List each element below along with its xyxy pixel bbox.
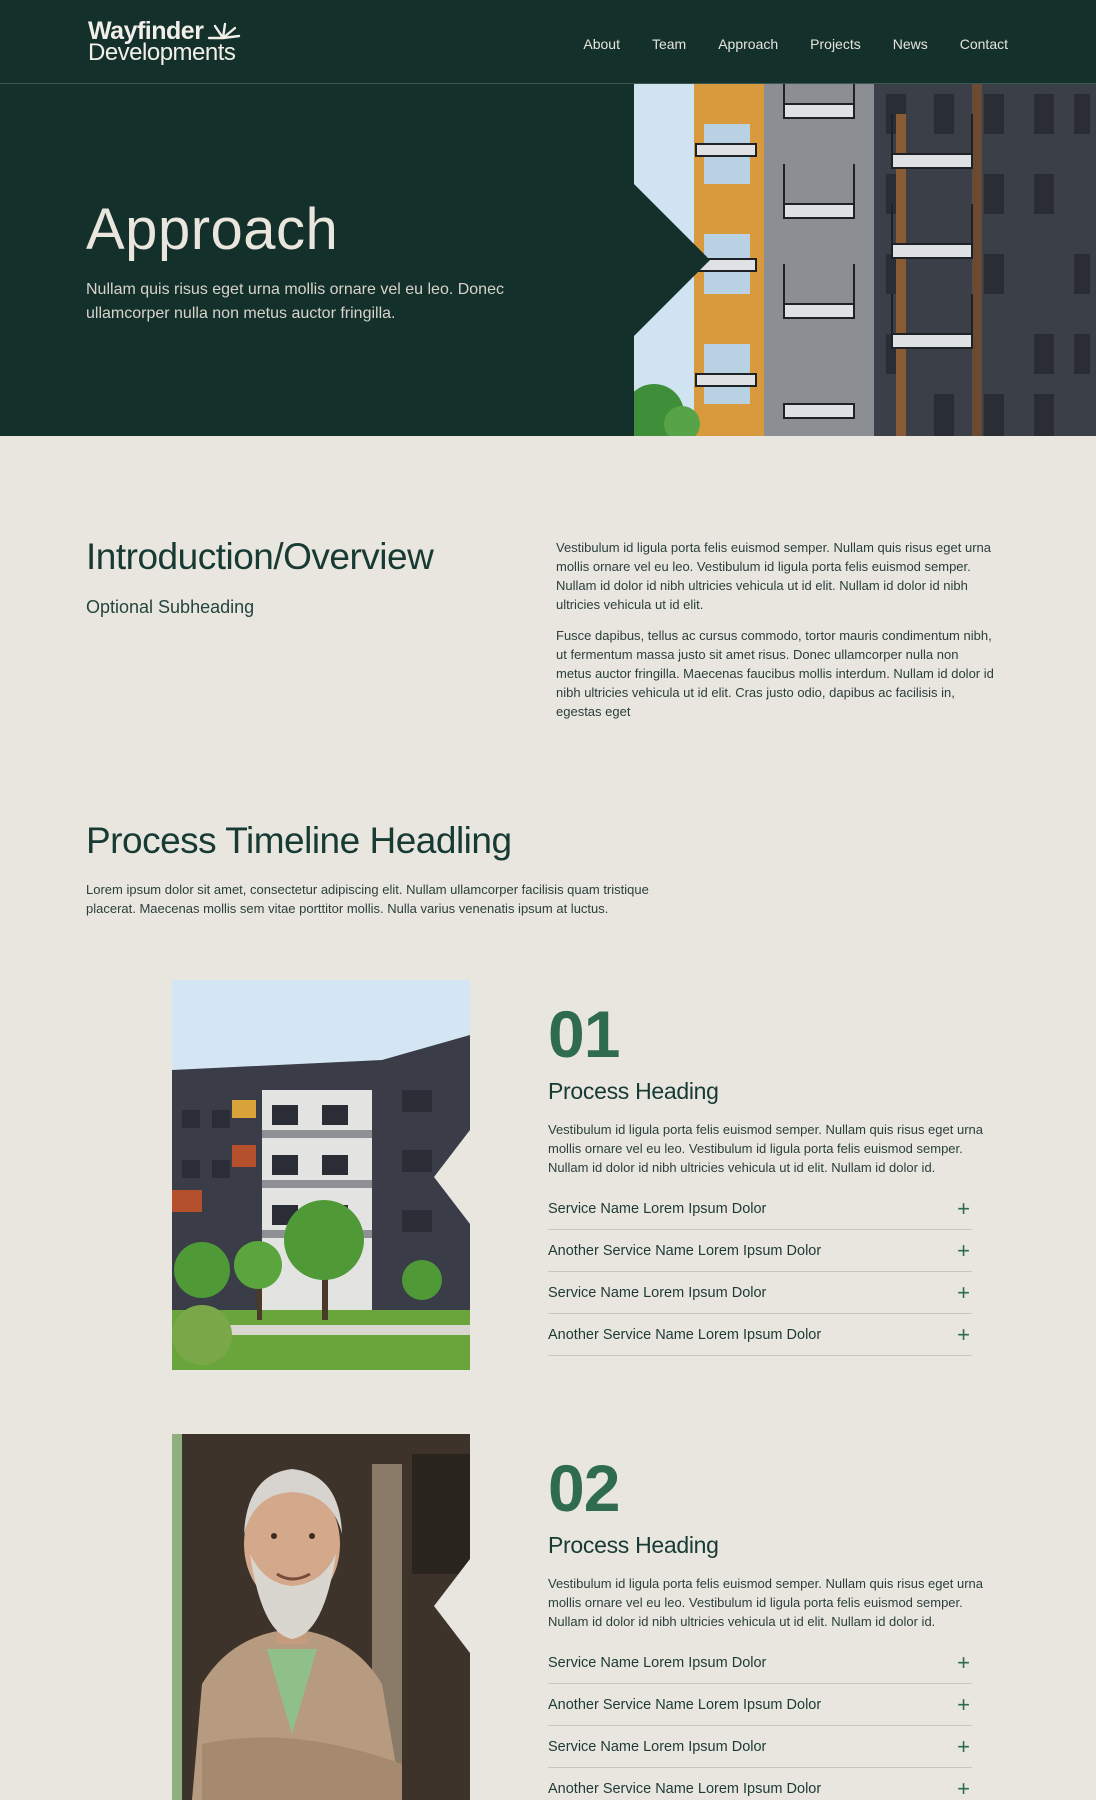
brand-name-top: Wayfinder (88, 17, 204, 45)
step-description: Vestibulum id ligula porta felis euismod semper. Nullam quis risus eget urna mollis ornare vel eu leo. Vestibulum id ligula porta felis euismod semper. Nullam id dolor id nibh ultricies vehicula ut id elit. Nullam id dolor id. (548, 1122, 983, 1175)
service-label: Another Service Name Lorem Ipsum Dolor (548, 1781, 822, 1797)
service-list (548, 1642, 972, 1800)
nav-approach[interactable]: Approach (718, 36, 779, 52)
step-heading: Process Heading (548, 1532, 719, 1558)
brand-logo[interactable] (88, 17, 241, 66)
nav-contact[interactable]: Contact (959, 36, 1008, 52)
service-label: Another Service Name Lorem Ipsum Dolor (548, 1696, 822, 1713)
step-heading: Process Heading (548, 1078, 719, 1104)
service-label: Service Name Lorem Ipsum Dolor (548, 1284, 767, 1301)
nav-about[interactable]: About (583, 36, 620, 52)
brand-name-bottom: Developments (88, 39, 236, 66)
service-item[interactable] (548, 1314, 972, 1356)
service-list (548, 1188, 972, 1356)
service-label: Another Service Name Lorem Ipsum Dolor (548, 1326, 822, 1343)
service-item[interactable] (548, 1230, 972, 1272)
intro-paragraph: Fusce dapibus, tellus ac cursus commodo, tortor mauris condimentum nibh, ut fermentum massa justo sit amet risus. Donec ullamcorper nulla non metus auctor fringilla. Maecenas faucibus mollis interdum. Nullam id dolor id nibh ultricies vehicula ut id elit. Cras justo odio, dapibus ac facilisis in, egestas eget (556, 628, 994, 719)
service-item[interactable] (548, 1726, 972, 1768)
plus-icon[interactable]: + (957, 1649, 970, 1675)
nav-team[interactable]: Team (651, 36, 687, 52)
plus-icon[interactable]: + (957, 1776, 970, 1800)
hero-image (634, 84, 1096, 436)
nav-projects[interactable]: Projects (810, 36, 861, 52)
plus-icon[interactable]: + (957, 1279, 970, 1305)
intro-subheading: Optional Subheading (86, 597, 255, 617)
service-label: Service Name Lorem Ipsum Dolor (548, 1738, 767, 1755)
timeline-heading: Process Timeline Headling (86, 820, 512, 861)
service-item[interactable] (548, 1188, 972, 1230)
timeline-description: Lorem ipsum dolor sit amet, consectetur adipiscing elit. Nullam ullamcorper facilisis quam tristique placerat. Maecenas mollis sem vitae porttitor mollis. Nulla varius venenatis ipsum at luctus. (86, 882, 649, 916)
plus-icon[interactable]: + (957, 1733, 970, 1759)
service-label: Service Name Lorem Ipsum Dolor (548, 1200, 767, 1217)
plus-icon[interactable]: + (957, 1195, 970, 1221)
main-nav (551, 36, 1008, 52)
service-label: Another Service Name Lorem Ipsum Dolor (548, 1242, 822, 1259)
step-number: 01 (548, 997, 620, 1071)
intro-heading: Introduction/Overview (86, 536, 434, 577)
step-2-image (172, 1434, 470, 1800)
intro-paragraph: Vestibulum id ligula porta felis euismod semper. Nullam quis risus eget urna mollis ornare vel eu leo. Vestibulum id ligula porta felis euismod semper. Nullam id dolor id nibh ultricies vehicula ut id elit. Nullam id dolor id nibh ultricies vehicula ut id elit. (556, 540, 991, 612)
site-header (0, 0, 1096, 84)
service-item[interactable] (548, 1642, 972, 1684)
nav-news[interactable]: News (892, 36, 928, 52)
service-item[interactable] (548, 1768, 972, 1800)
hero-description: Nullam quis risus eget urna mollis ornare vel eu leo. Donec ullamcorper nulla non metus auctor fringilla. (86, 281, 504, 322)
plus-icon[interactable]: + (957, 1691, 970, 1717)
step-number: 02 (548, 1451, 620, 1525)
intro-body (556, 538, 996, 733)
step-1-image (172, 980, 470, 1370)
service-label: Service Name Lorem Ipsum Dolor (548, 1654, 767, 1671)
service-item[interactable] (548, 1684, 972, 1726)
page-title: Approach (86, 197, 339, 262)
hero-section (0, 84, 1096, 436)
stylized-plant-icon (207, 22, 241, 40)
plus-icon[interactable]: + (957, 1321, 970, 1347)
step-description: Vestibulum id ligula porta felis euismod semper. Nullam quis risus eget urna mollis ornare vel eu leo. Vestibulum id ligula porta felis euismod semper. Nullam id dolor id nibh ultricies vehicula ut id elit. Nullam id dolor id. (548, 1576, 983, 1629)
service-item[interactable] (548, 1272, 972, 1314)
plus-icon[interactable]: + (957, 1237, 970, 1263)
